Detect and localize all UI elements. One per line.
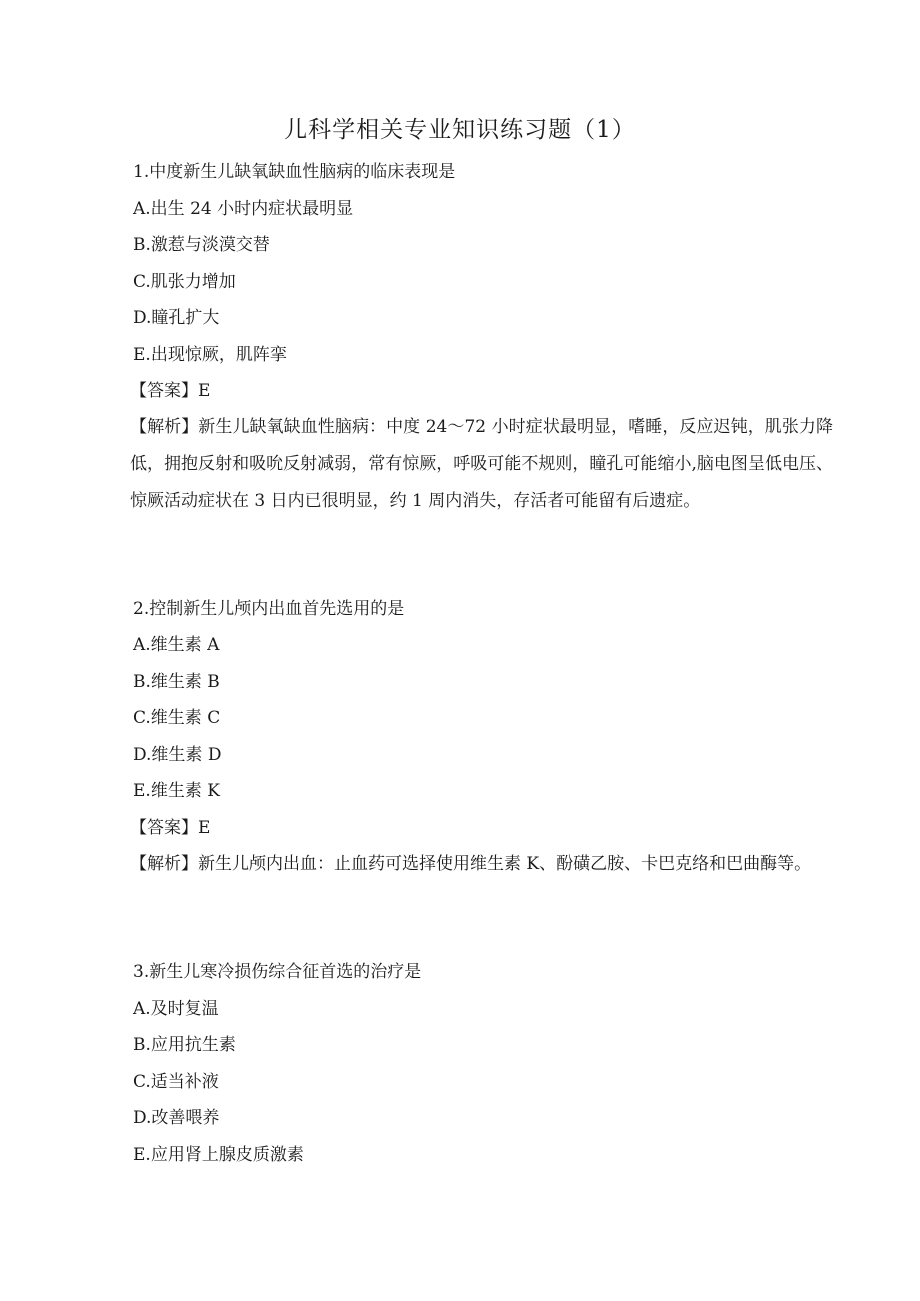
option-e: E.维生素 K — [133, 781, 220, 801]
option-b: B.维生素 B — [133, 672, 220, 692]
question-stem: 3.新生儿寒冷损伤综合征首选的治疗是 — [133, 962, 422, 982]
option-a: A.维生素 A — [133, 635, 220, 655]
page-title: 儿科学相关专业知识练习题（1） — [284, 117, 636, 143]
analysis: 【解析】新生儿缺氧缺血性脑病：中度 24～72 小时症状最明显，嗜睡，反应迟钝，肌张力降低，拥抱反射和吸吮反射减弱，常有惊厥，呼吸可能不规则，瞳孔可能缩小,脑电图呈低电压、惊厥活动症状在 3 日内已很明显，约 1 周内消失，存活者可能留有后遗症。 — [130, 417, 833, 511]
question-stem: 2.控制新生儿颅内出血首先选用的是 — [133, 599, 405, 619]
option-a: A.及时复温 — [133, 999, 219, 1019]
option-c: C.肌张力增加 — [133, 272, 236, 292]
option-d: D.瞳孔扩大 — [133, 308, 220, 328]
analysis: 【解析】新生儿颅内出血：止血药可选择使用维生素 K、酚磺乙胺、卡巴克络和巴曲酶等。 — [130, 854, 812, 874]
option-b: B.应用抗生素 — [133, 1035, 236, 1055]
question-stem: 1.中度新生儿缺氧缺血性脑病的临床表现是 — [133, 162, 456, 182]
option-e: E.应用肾上腺皮质激素 — [133, 1145, 304, 1165]
option-d: D.改善喂养 — [133, 1108, 220, 1128]
option-e: E.出现惊厥，肌阵挛 — [133, 345, 287, 365]
answer: 【答案】E — [130, 818, 211, 838]
option-a: A.出生 24 小时内症状最明显 — [133, 199, 354, 219]
option-c: C.维生素 C — [133, 708, 221, 728]
answer: 【答案】E — [130, 381, 211, 401]
option-d: D.维生素 D — [133, 745, 222, 765]
option-c: C.适当补液 — [133, 1072, 219, 1092]
option-b: B.激惹与淡漠交替 — [133, 235, 270, 255]
